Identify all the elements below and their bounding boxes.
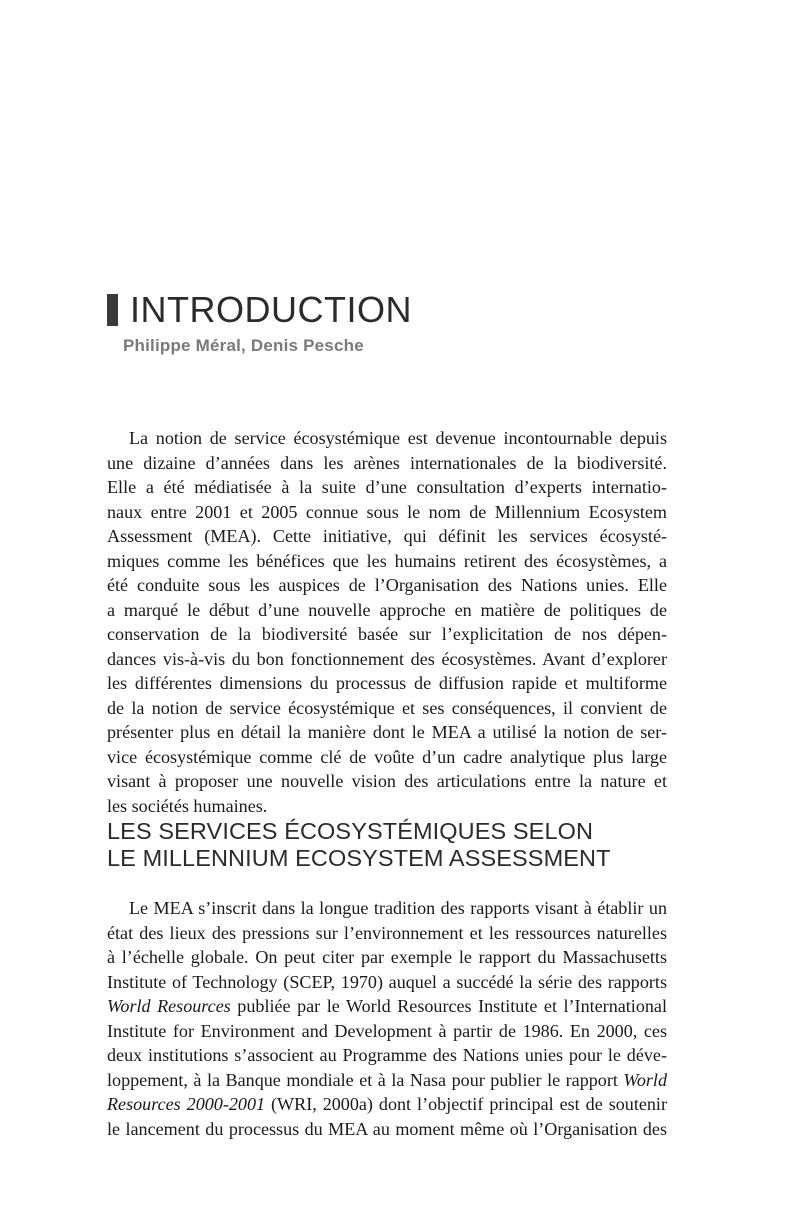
paragraph-line: dances vis-à-vis du bon fonctionnement des écosystèmes. Avant d’explorer xyxy=(107,648,667,669)
intro-paragraph xyxy=(107,426,667,818)
italic-title: World xyxy=(623,1069,667,1090)
italic-title: World Resources xyxy=(107,996,231,1016)
section-heading xyxy=(107,818,611,872)
chapter-header xyxy=(107,288,412,356)
paragraph-line: les différentes dimensions du processus de diffusion rapide et multiforme xyxy=(107,673,667,693)
paragraph-line: La notion de service écosystémique est devenue incontournable depuis xyxy=(129,428,667,448)
paragraph-line xyxy=(107,1068,667,1093)
line-text: loppement, à la Banque mondiale et à la Nasa pour publier le rapport xyxy=(107,1069,624,1090)
chapter-title: INTRODUCTION xyxy=(130,289,412,330)
paragraph-line: vice écosystémique comme clé de voûte d’un cadre analytique plus large xyxy=(107,746,667,767)
title-bar-marker xyxy=(107,294,118,326)
chapter-title-row xyxy=(107,288,412,332)
paragraph-line: présenter plus en détail la manière dont le MEA a utilisé la notion de ser- xyxy=(107,722,667,742)
paragraph-line: été conduite sous les auspices de l’Organisation des Nations unies. Elle xyxy=(107,575,667,595)
paragraph-line: Institute for Environment and Development à partir de 1986. En 2000, ces xyxy=(107,1020,667,1041)
line-text: (WRI, 2000a) dont l’objectif principal est de soutenir xyxy=(265,1094,667,1114)
paragraph-line: conservation de la biodiversité basée sur l’explicitation de nos dépen- xyxy=(107,624,667,644)
paragraph-line: les sociétés humaines. xyxy=(107,795,268,816)
paragraph-line xyxy=(107,994,667,1019)
line-text: publiée par le World Resources Institute et l’International xyxy=(230,996,667,1016)
paragraph-line: Assessment (MEA). Cette initiative, qui définit les services écosysté- xyxy=(107,526,667,546)
paragraph-line: naux entre 2001 et 2005 connue sous le nom de Millennium Ecosystem xyxy=(107,501,667,522)
paragraph-line: une dizaine d’années dans les arènes internationales de la biodiversité. xyxy=(107,452,667,473)
italic-title: Resources 2000-2001 xyxy=(107,1094,266,1114)
paragraph-line: le lancement du processus du MEA au moment même où l’Organisation des xyxy=(107,1118,667,1139)
paragraph-line: état des lieux des pressions sur l’environnement et les ressources naturelles xyxy=(107,922,667,943)
paragraph-line: miques comme les bénéfices que les humains retirent des écosystèmes, a xyxy=(107,550,667,571)
section-heading-line-1: LES SERVICES ÉCOSYSTÉMIQUES SELON xyxy=(107,818,594,844)
paragraph-line: visant à proposer une nouvelle vision des articulations entre la nature et xyxy=(107,771,667,791)
section-heading-line-2: LE MILLENNIUM ECOSYSTEM ASSESSMENT xyxy=(107,845,611,871)
paragraph-line: Elle a été médiatisée à la suite d’une consultation d’experts internatio- xyxy=(107,477,667,497)
paragraph-line: deux institutions s’associent au Programme des Nations unies pour le déve- xyxy=(107,1045,667,1065)
paragraph-line xyxy=(107,1092,667,1117)
paragraph-line: Le MEA s’inscrit dans la longue tradition des rapports visant à établir un xyxy=(129,898,667,918)
paragraph-line: a marqué le début d’une nouvelle approche en matière de politiques de xyxy=(107,599,667,620)
paragraph-line: Institute of Technology (SCEP, 1970) auquel a succédé la série des rapports xyxy=(107,971,667,992)
section-paragraph xyxy=(107,896,667,1141)
paragraph-line: à l’échelle globale. On peut citer par exemple le rapport du Massachusetts xyxy=(107,947,667,967)
chapter-authors: Philippe Méral, Denis Pesche xyxy=(123,336,364,355)
paragraph-line: de la notion de service écosystémique et ses conséquences, il convient de xyxy=(107,697,667,718)
